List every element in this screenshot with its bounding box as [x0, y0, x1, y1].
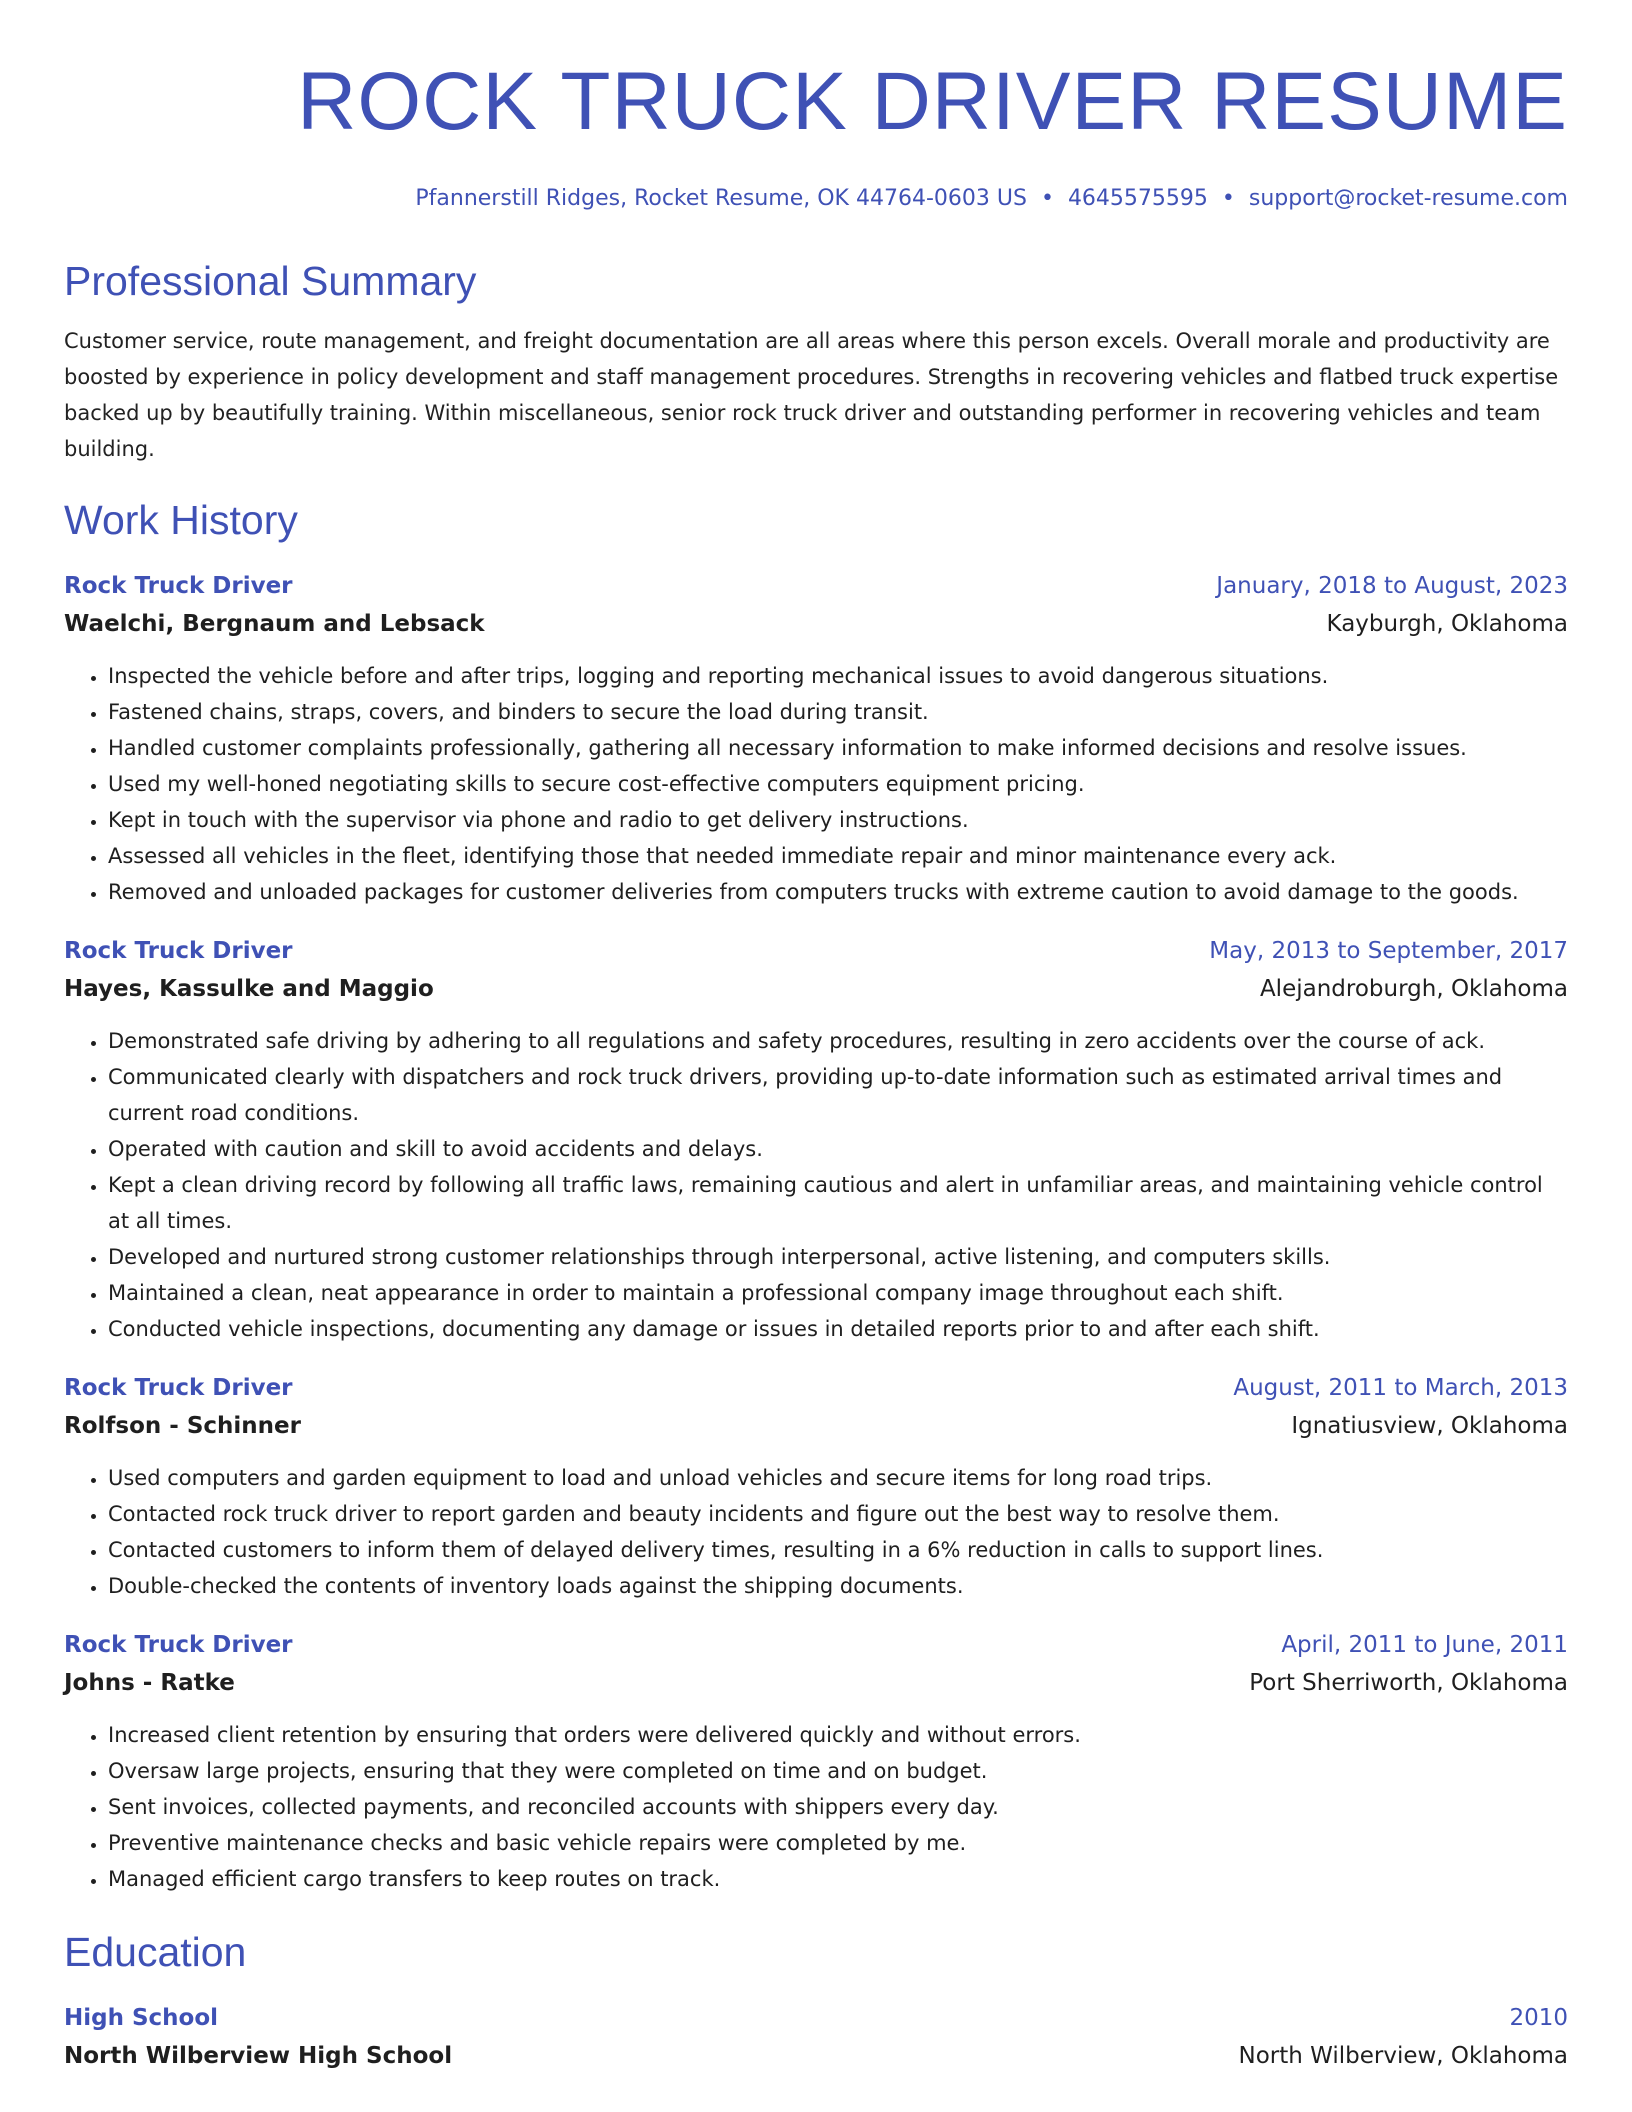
job-entry [64, 1369, 1568, 1604]
job-bullets [64, 1717, 1568, 1897]
job-company-row [64, 605, 1568, 643]
job-bullet: • Maintained a clean, neat appearance in order to maintain a professional company image throughout each shift. [108, 1275, 1568, 1311]
job-entry [64, 932, 1568, 1347]
job-bullet: • Preventive maintenance checks and basic vehicle repairs were completed by me. [108, 1825, 1568, 1861]
job-entry [64, 1626, 1568, 1897]
summary-heading: Professional Summary [64, 258, 477, 304]
job-bullet: • Conducted vehicle inspections, documenting any damage or issues in detailed reports prior to and after each shift. [108, 1311, 1568, 1347]
education-heading: Education [64, 1929, 247, 1975]
job-bullet: • Managed efficient cargo transfers to keep routes on track. [108, 1861, 1568, 1897]
job-bullet: • Kept in touch with the supervisor via phone and radio to get delivery instructions. [108, 802, 1568, 838]
job-bullet: • Contacted rock truck driver to report garden and beauty incidents and figure out the best way to resolve them. [108, 1496, 1568, 1532]
job-bullet: • Fastened chains, straps, covers, and binders to secure the load during transit. [108, 694, 1568, 730]
separator-dot: • [1221, 186, 1235, 211]
job-bullet: • Used computers and garden equipment to load and unload vehicles and secure items for long road trips. [108, 1460, 1568, 1496]
education-degree-row [64, 1999, 1568, 2037]
summary-text: Customer service, route management, and freight documentation are all areas where this person excels. Overall morale and productivity are boosted by experience in policy development and staff management procedures. Strengths in recovering vehicles and flatbed truck expertise backed up by beautifully training. Within miscellaneous, senior rock truck driver and outstanding performer in recovering vehicles and team building. [64, 329, 1559, 461]
job-bullets [64, 1460, 1568, 1604]
email: support@rocket-resume.com [1248, 186, 1568, 211]
education-list [64, 1999, 1568, 2075]
job-bullet: • Removed and unloaded packages for customer deliveries from computers trucks with extreme caution to avoid damage to the goods. [108, 874, 1568, 910]
company-name: Rolfson - Schinner [64, 1413, 301, 1439]
job-dates: April, 2011 to June, 2011 [1281, 1632, 1568, 1658]
job-bullet: • Increased client retention by ensuring that orders were delivered quickly and without errors. [108, 1717, 1568, 1753]
job-company-row [64, 1407, 1568, 1445]
job-bullet: • Contacted customers to inform them of delayed delivery times, resulting in a 6% reduction in calls to support lines. [108, 1532, 1568, 1568]
education-year: 2010 [1509, 2005, 1568, 2031]
job-title: Rock Truck Driver [64, 573, 293, 599]
job-company-row [64, 970, 1568, 1008]
phone: 4645575595 [1067, 186, 1208, 211]
job-bullet: • Communicated clearly with dispatchers and rock truck drivers, providing up-to-date information such as estimated arrival times and current road conditions. [108, 1059, 1568, 1131]
job-bullet: • Double-checked the contents of inventory loads against the shipping documents. [108, 1568, 1568, 1604]
address: Pfannerstill Ridges, Rocket Resume, OK 44764-0603 US [415, 186, 1027, 211]
education-degree: High School [64, 2005, 219, 2031]
education-entry [64, 1999, 1568, 2075]
resume-title: ROCK TRUCK DRIVER RESUME [297, 56, 1568, 147]
job-title: Rock Truck Driver [64, 1632, 293, 1658]
job-bullet: • Oversaw large projects, ensuring that they were completed on time and on budget. [108, 1753, 1568, 1789]
school-name: North Wilberview High School [64, 2043, 453, 2069]
job-title-row [64, 567, 1568, 605]
job-title: Rock Truck Driver [64, 938, 293, 964]
job-bullets [64, 1023, 1568, 1347]
work-history-list [64, 567, 1568, 1897]
job-bullet: • Demonstrated safe driving by adhering to all regulations and safety procedures, resulting in zero accidents over the course of ack. [108, 1023, 1568, 1059]
job-entry [64, 567, 1568, 910]
company-name: Johns - Ratke [64, 1670, 235, 1696]
job-title-row [64, 932, 1568, 970]
job-location: Ignatiusview, Oklahoma [1291, 1413, 1568, 1439]
job-bullet: • Used my well-honed negotiating skills to secure cost-effective computers equipment pricing. [108, 766, 1568, 802]
job-title: Rock Truck Driver [64, 1375, 293, 1401]
job-bullet: • Sent invoices, collected payments, and reconciled accounts with shippers every day. [108, 1789, 1568, 1825]
job-bullets [64, 658, 1568, 910]
job-location: Kayburgh, Oklahoma [1326, 611, 1568, 637]
resume-header [0, 0, 1632, 216]
job-bullet: • Developed and nurtured strong customer relationships through interpersonal, active listening, and computers skills. [108, 1239, 1568, 1275]
job-bullet: • Handled customer complaints professionally, gathering all necessary information to make informed decisions and resolve issues. [108, 730, 1568, 766]
job-company-row [64, 1664, 1568, 1702]
school-location: North Wilberview, Oklahoma [1238, 2043, 1568, 2069]
job-location: Alejandroburgh, Oklahoma [1259, 976, 1568, 1002]
contact-line [64, 182, 1568, 216]
job-title-row [64, 1369, 1568, 1407]
job-bullet: • Assessed all vehicles in the fleet, identifying those that needed immediate repair and minor maintenance every ack. [108, 838, 1568, 874]
education-school-row [64, 2037, 1568, 2075]
job-bullet: • Inspected the vehicle before and after trips, logging and reporting mechanical issues to avoid dangerous situations. [108, 658, 1568, 694]
separator-dot: • [1040, 186, 1054, 211]
work-history-heading: Work History [64, 497, 298, 543]
job-dates: January, 2018 to August, 2023 [1216, 573, 1568, 599]
job-location: Port Sherriworth, Oklahoma [1249, 1670, 1568, 1696]
job-dates: August, 2011 to March, 2013 [1233, 1375, 1568, 1401]
job-title-row [64, 1626, 1568, 1664]
company-name: Waelchi, Bergnaum and Lebsack [64, 611, 485, 637]
job-bullet: • Kept a clean driving record by following all traffic laws, remaining cautious and alert in unfamiliar areas, and maintaining vehicle control at all times. [108, 1167, 1568, 1239]
company-name: Hayes, Kassulke and Maggio [64, 976, 434, 1002]
job-dates: May, 2013 to September, 2017 [1209, 938, 1568, 964]
resume-content [0, 256, 1632, 2075]
job-bullet: • Operated with caution and skill to avoid accidents and delays. [108, 1131, 1568, 1167]
